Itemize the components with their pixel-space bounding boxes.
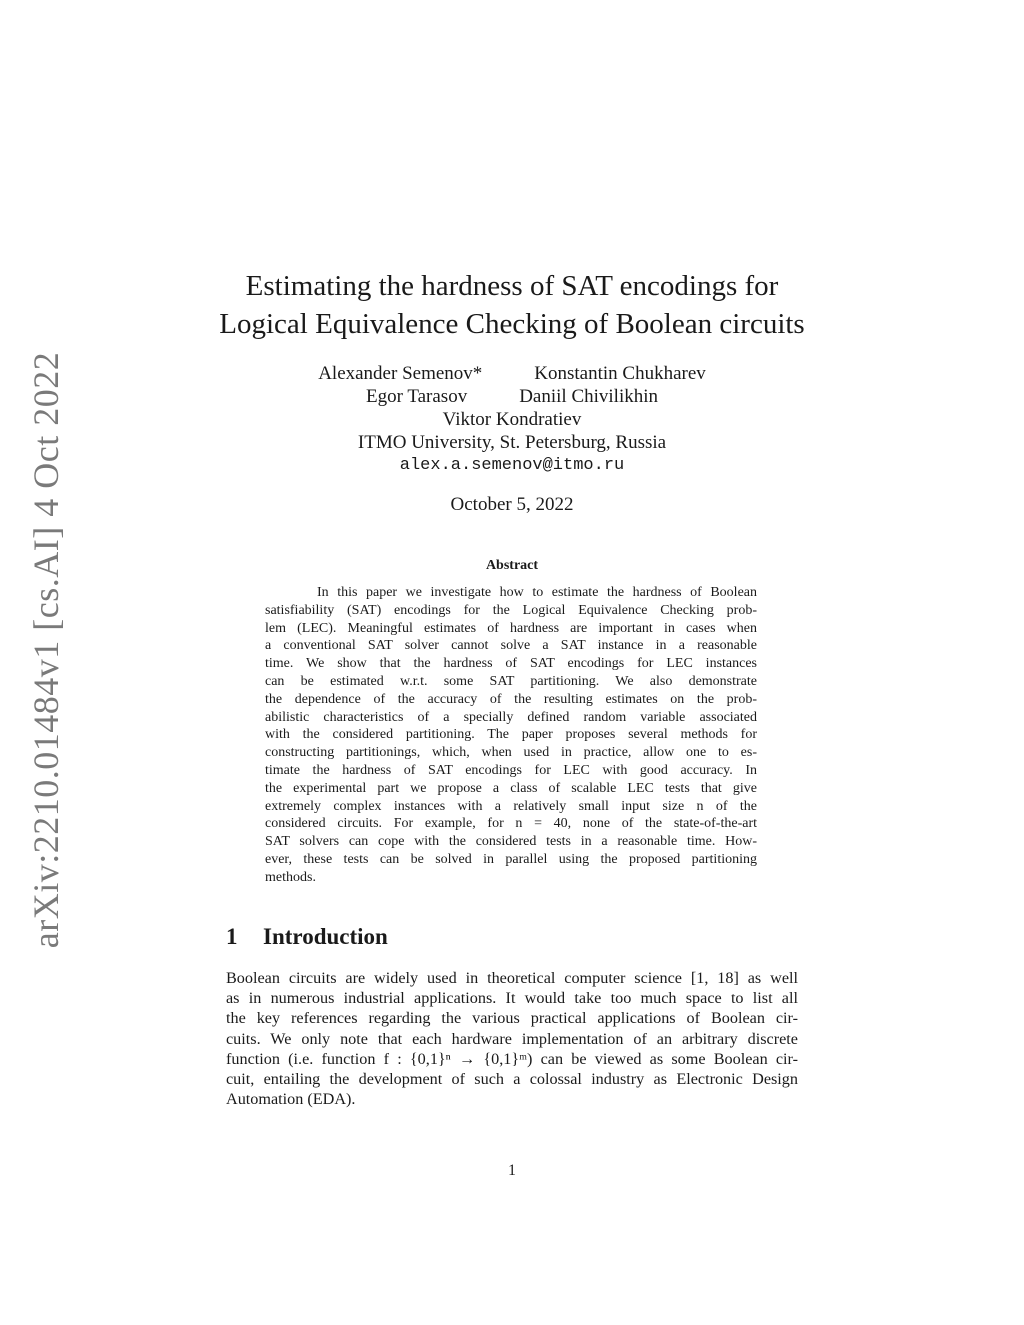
abstract-line: constructing partitionings, which, when used in practice, allow one to es- — [265, 745, 757, 761]
author-name: Alexander Semenov* — [318, 363, 483, 384]
author-row-2 — [0, 385, 1024, 408]
title-line-1: Estimating the hardness of SAT encodings for — [245, 270, 779, 302]
abstract-line: a conventional SAT solver cannot solve a SAT instance in a reasonable — [265, 638, 757, 654]
abstract-line: ever, these tests can be solved in parallel using the proposed partitioning — [265, 851, 757, 867]
abstract-line: extremely complex instances with a relatively small input size n of the — [265, 798, 757, 814]
abstract-heading: Abstract — [485, 558, 539, 573]
paragraph-line: cuits. We only note that each hardware implementation of an arbitrary discrete — [226, 1029, 798, 1048]
author-name: Daniil Chivilikhin — [519, 386, 659, 407]
paragraph-line: as in numerous industrial applications. It would take too much space to list all — [226, 989, 798, 1008]
section-title: Introduction — [263, 924, 388, 949]
abstract-line: In this paper we investigate how to estimate the hardness of Boolean — [317, 585, 757, 600]
introduction-paragraph — [226, 968, 798, 1109]
paragraph-line: function (i.e. function f : {0,1}ⁿ → {0,1}ᵐ) can be viewed as some Boolean cir- — [226, 1049, 798, 1068]
section-number: 1 — [226, 924, 238, 949]
abstract-line: abilistic characteristics of a specially defined random variable associated — [265, 709, 757, 725]
abstract-line: considered circuits. For example, for n = 40, none of the state-of-the-art — [265, 816, 757, 832]
author-name: Konstantin Chukharev — [534, 363, 706, 384]
abstract-line: with the considered partitioning. The paper proposes several methods for — [265, 727, 757, 743]
author-name: Viktor Kondratiev — [442, 409, 582, 430]
section-heading-introduction — [226, 924, 388, 950]
title-line-2: Logical Equivalence Checking of Boolean circuits — [219, 308, 805, 340]
arxiv-identifier-stamp: arXiv:2210.01484v1 [cs.AI] 4 Oct 2022 — [26, 351, 66, 949]
abstract-line: time. We show that the hardness of SAT encodings for LEC instances — [265, 656, 757, 672]
abstract-line: timate the hardness of SAT encodings for LEC with good accuracy. In — [265, 762, 757, 778]
paragraph-line: Automation (EDA). — [226, 1090, 356, 1109]
paragraph-line: the key references regarding the various practical applications of Boolean cir- — [226, 1009, 798, 1028]
affiliation: ITMO University, St. Petersburg, Russia — [357, 432, 667, 453]
abstract-line: lem (LEC). Meaningful estimates of hardness are important in cases when — [265, 620, 757, 636]
author-name: Egor Tarasov — [365, 386, 468, 407]
paragraph-line: Boolean circuits are widely used in theoretical computer science [1, 18] as well — [226, 969, 798, 987]
page-number: 1 — [508, 1162, 516, 1179]
publication-date: October 5, 2022 — [450, 494, 574, 515]
abstract-line: SAT solvers can cope with the considered tests in a reasonable time. How- — [265, 834, 757, 850]
abstract-line: methods. — [265, 869, 316, 885]
abstract-line: the experimental part we propose a class of scalable LEC tests that give — [265, 780, 757, 796]
abstract-line: satisfiability (SAT) encodings for the Logical Equivalence Checking prob- — [265, 602, 757, 618]
author-block — [0, 362, 1024, 477]
abstract-line: the dependence of the accuracy of the resulting estimates on the prob- — [265, 691, 757, 707]
abstract-body — [265, 584, 757, 887]
abstract-line: can be estimated w.r.t. some SAT partitioning. We also demonstrate — [265, 673, 757, 689]
paper-title — [0, 267, 1024, 343]
author-email: alex.a.semenov@itmo.ru — [399, 456, 625, 475]
author-row-1 — [0, 362, 1024, 385]
paragraph-line: cuit, entailing the development of such a colossal industry as Electronic Design — [226, 1070, 798, 1089]
